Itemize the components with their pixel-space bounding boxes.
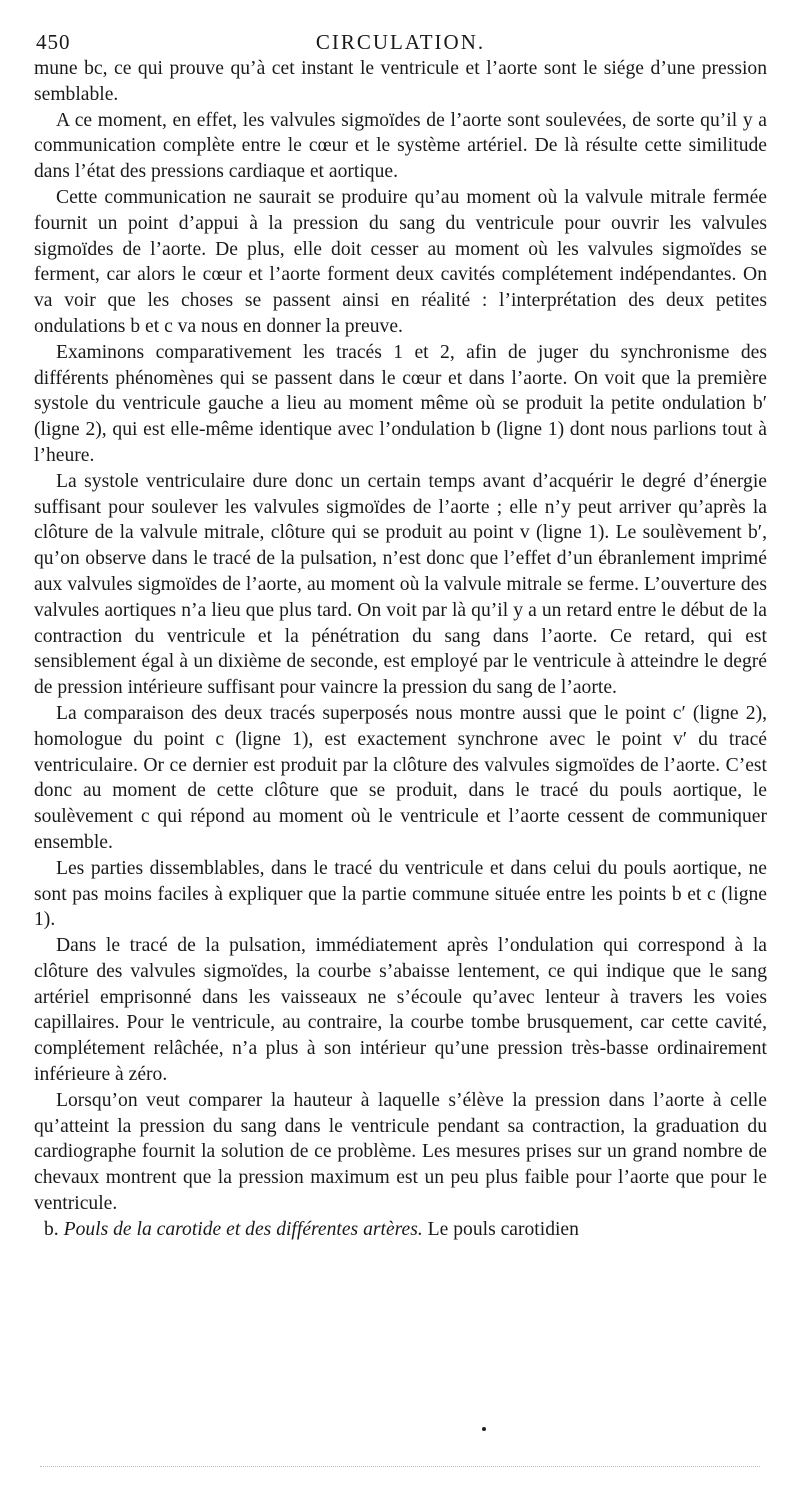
paragraph: Examinons comparativement les tracés 1 et 2, afin de juger du synchronisme des différents phénomènes qui se passent dans le cœur et dans l’aorte. On voit que la première systole du ventricule gauche a lieu au moment même où se produit la petite ondulation b′ (ligne 2), qui est elle-même identique avec l’ondulation b (ligne 1) dont nous parlions tout à l’heure. (34, 341, 767, 466)
paragraph: La comparaison des deux tracés superposés nous montre aussi que le point c′ (ligne 2), homologue du point c (ligne 1), est exactement synchrone avec le point v′ du tracé ventriculaire. Or ce dernier est produit par la clôture des valvules sigmoïdes de l’aorte. C’est donc au moment de cette clôture que se produit, dans le tracé du pouls aortique, le soulèvement c qui répond au moment où le ventricule et l’aorte cessent de communiquer ensemble. (34, 702, 767, 853)
paragraph: Lorsqu’on veut comparer la hauteur à laquelle s’élève la pression dans l’aorte à celle qu’atteint la pression du sang dans le ventricule pendant sa contraction, la graduation du cardiographe fournit la solution de ce problème. Les mesures prises sur un grand nombre de chevaux montrent que la pression maximum est un peu plus faible pour l’aorte que pour le ventricule. (34, 1089, 767, 1215)
paragraph: Les parties dissemblables, dans le tracé du ventricule et dans celui du pouls aortique, ne sont pas moins faciles à expliquer que la partie commune située entre les points b et c (ligne 1). (34, 857, 767, 931)
section-heading: Pouls de la carotide et des différentes artères. (63, 1218, 423, 1240)
paragraph: A ce moment, en effet, les valvules sigmoïdes de l’aorte sont soulevées, de sorte qu’il y a communication complète entre le cœur et le système artériel. De là résulte cette similitude dans l’état des pressions cardiaque et aortique. (34, 109, 767, 183)
paragraph: Cette communication ne saurait se produire qu’au moment où la valvule mitrale fermée fournit un point d’appui à la pression du sang du ventricule pour ouvrir les valvules sigmoïdes de l’aorte. De plus, elle doit cesser au moment où les valvules sigmoïdes se ferment, car alors le cœur et l’aorte forment deux cavités complétement indépendantes. On va voir que les choses se passent ainsi en réalité : l’interprétation des deux petites ondulations b et c va nous en donner la preuve. (34, 186, 767, 337)
section-text: Le pouls carotidien (427, 1218, 579, 1240)
book-page (34, 22, 767, 1243)
paragraph: Dans le tracé de la pulsation, immédiatement après l’ondulation qui correspond à la clôture des valvules sigmoïdes, la courbe s’abaisse lentement, ce qui indique que le sang artériel emprisonné dans les vaisseaux ne s’écoule qu’avec lenteur à travers les voies capillaires. Pour le ventricule, au contraire, la courbe tombe brusquement, car cette cavité, complétement relâchée, n’a plus à son intérieur qu’une pression très-basse ordinairement inférieure à zéro. (34, 935, 767, 1086)
running-title: CIRCULATION. (315, 30, 486, 54)
ink-dot (482, 1427, 486, 1431)
body-text (34, 56, 767, 1243)
running-head (34, 22, 767, 56)
paragraph: La systole ventriculaire dure donc un certain temps avant d’acquérir le degré d’énergie suffisant pour soulever les valvules sigmoïdes de l’aorte ; elle n’y peut arriver qu’après la clôture de la valvule mitrale, clôture qui se produit au point v (ligne 1). Le soulèvement b′, qu’on observe dans le tracé de la pulsation, n’est donc que l’effet d’un ébranlement imprimé aux valvules sigmoïdes de l’aorte, au moment où la valvule mitrale se ferme. L’ouverture des valvules aortiques n’a lieu que plus tard. On voit par là qu’il y a un retard entre le début de la contraction du ventricule et la pénétration du sang dans l’aorte. Ce retard, qui est sensiblement égal à un dixième de seconde, est employé par le ventricule à atteindre le degré de pression intérieure suffisant pour vaincre la pression du sang de l’aorte. (34, 470, 767, 699)
page-bottom-edge (40, 1466, 760, 1467)
page-number: 450 (36, 30, 71, 54)
section-paragraph (34, 1217, 767, 1243)
section-label: b. (44, 1218, 59, 1240)
paragraph: mune bc, ce qui prouve qu’à cet instant le ventricule et l’aorte sont le siége d’une pression semblable. (34, 58, 767, 105)
